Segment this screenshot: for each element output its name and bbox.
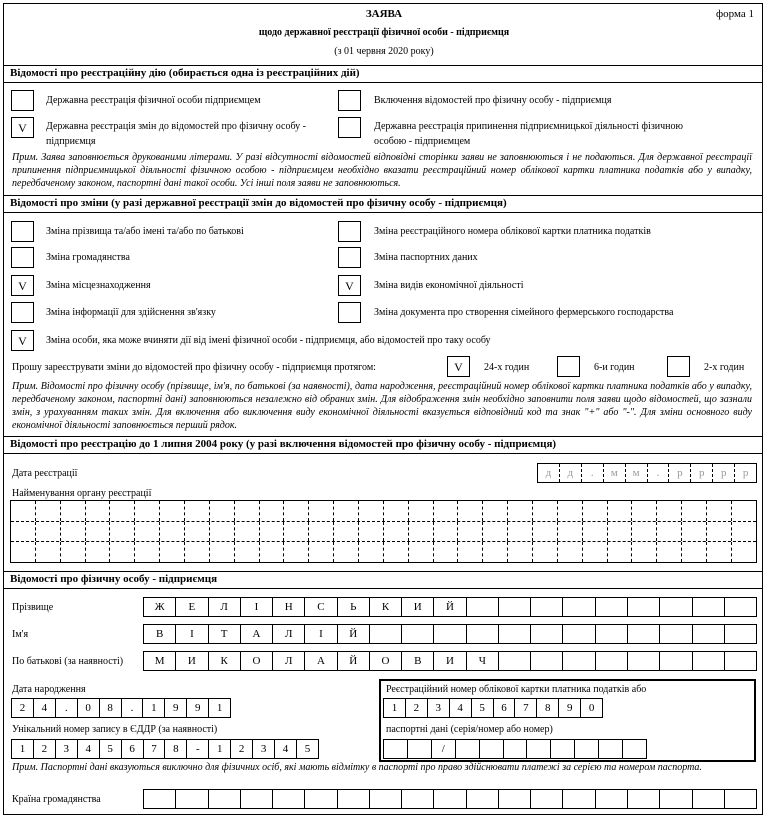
reg-action-checkbox-3[interactable]: V xyxy=(11,117,34,138)
changes-heading: Відомості про зміни (у разі державної реєстрації змін до відомостей про фізичну особу - підприємця) xyxy=(10,197,507,209)
tax-label: Реєстраційний номер облікової картки платника податків або xyxy=(386,684,647,695)
period-checkbox-24h[interactable]: V xyxy=(447,356,470,377)
patronymic-input[interactable]: М И К О Л А Й О В И Ч xyxy=(143,651,757,671)
reg-action-label-4b: особою - підприємцем xyxy=(374,136,471,147)
change-label-8: Зміна документа про створення сімейного фермерського господарства xyxy=(374,307,674,318)
passport-note: Прим. Паспортні дані вказуються виключно для фізичних осіб, які мають відмітку в паспорті про право здійснювати платежі за серією та номером паспорта. xyxy=(12,762,702,773)
reg-action-label-3b: підприємця xyxy=(46,136,96,147)
change-label-6: Зміна видів економічної діяльності xyxy=(374,280,524,291)
changes-note: Прим. Відомості про фізичну особу (прізвище, ім'я, по батькові (за наявності), дата народження, реєстраційний номер облікової картки платника податків або у випадку, передбаченому законом, паспортні дані) заповнюються незалежно від обраних змін. Для відображення змін необхідно заповнити поля заяви щодо відомостей, що зазнали змін, з урахуванням таких змін. Для включення або виключення виду економічної діяльності вказується відповідний код та знак "+" або "-". Для зміни основного виду економічної діяльності заповнюється перший рядок. xyxy=(12,381,752,431)
passport-label: паспортні дані (серія/номер або номер) xyxy=(386,724,553,735)
reg-action-note: Прим. Заява заповнюється друкованими літерами. У разі відсутності відомостей відповідні сторінки заяви не заповнюються і не подаються. Для державної реєстрації припинення підприємницької діяльності фізичною особою - підприємцем необхідно вказати реєстраційний номер облікової картки платника податків або у випадку, передбаченому законом, паспортні дані такої особи. Усі інші поля заяви не заповнюються. xyxy=(12,152,752,189)
period-label-6h: 6-и годин xyxy=(594,362,635,373)
name-input[interactable]: В І Т А Л І Й xyxy=(143,624,757,644)
unzr-label: Унікальний номер запису в ЄДДР (за наявності) xyxy=(12,724,218,735)
reg-date-input[interactable]: д д . м м . р р р р xyxy=(537,463,757,483)
change-label-3: Зміна громадянства xyxy=(46,252,130,263)
change-checkbox-6[interactable]: V xyxy=(338,275,361,296)
surname-label: Прізвище xyxy=(12,602,54,613)
passport-input[interactable]: / xyxy=(383,739,647,759)
country-label: Країна громадянства xyxy=(12,794,101,805)
reg-action-label-3a: Державна реєстрація змін до відомостей про фізичну особу - xyxy=(46,121,307,132)
change-label-9: Зміна особи, яка може вчиняти дії від імені фізичної особи - підприємця, або відомостей про таку особу xyxy=(46,335,491,346)
change-checkbox-8[interactable] xyxy=(338,302,361,323)
change-label-7: Зміна інформації для здійснення зв'язку xyxy=(46,307,216,318)
patronymic-label: По батькові (за наявності) xyxy=(12,656,124,667)
form-number: форма 1 xyxy=(716,8,754,20)
unzr-input[interactable]: 1 2 3 4 5 6 7 8 - 1 2 3 4 5 xyxy=(11,739,319,759)
tax-input[interactable]: 1 2 3 4 5 6 7 8 9 0 xyxy=(383,698,603,718)
reg-action-checkbox-4[interactable] xyxy=(338,117,361,138)
change-checkbox-7[interactable] xyxy=(11,302,34,323)
period-label-24h: 24-х годин xyxy=(484,362,530,373)
change-label-1: Зміна прізвища та/або імені та/або по батькові xyxy=(46,226,244,237)
change-checkbox-9[interactable]: V xyxy=(11,330,34,351)
surname-input[interactable]: Ж Е Л І Н С Ь К И Й xyxy=(143,597,757,617)
period-label-2h: 2-х годин xyxy=(704,362,745,373)
change-checkbox-5[interactable]: V xyxy=(11,275,34,296)
reg-action-checkbox-1[interactable] xyxy=(11,90,34,111)
reg-action-checkbox-2[interactable] xyxy=(338,90,361,111)
period-checkbox-2h[interactable] xyxy=(667,356,690,377)
form-subtitle: щодо державної реєстрації фізичної особи - підприємця xyxy=(258,27,510,38)
change-label-5: Зміна місцезнаходження xyxy=(46,280,151,291)
change-checkbox-2[interactable] xyxy=(338,221,361,242)
form-title: ЗАЯВА xyxy=(365,8,403,20)
reg-action-heading: Відомості про реєстраційну дію (обирається одна із реєстраційних дій) xyxy=(10,67,360,79)
reg-action-label-2: Включення відомостей про фізичну особу - підприємця xyxy=(374,95,612,106)
change-checkbox-3[interactable] xyxy=(11,247,34,268)
birth-input[interactable]: 2 4 . 0 8 . 1 9 9 1 xyxy=(11,698,231,718)
reg-action-label-4a: Державна реєстрація припинення підприємницької діяльності фізичною xyxy=(374,121,683,132)
reg-date-label: Дата реєстрації xyxy=(12,468,78,479)
period-checkbox-6h[interactable] xyxy=(557,356,580,377)
period-label: Прошу зареєструвати зміни до відомостей про фізичну особу - підприємця протягом: xyxy=(12,362,376,373)
reg-action-label-1: Державна реєстрація фізичної особи підприємцем xyxy=(46,95,261,106)
change-label-2: Зміна реєстраційного номера облікової картки платника податків xyxy=(374,226,651,237)
name-label: Ім'я xyxy=(12,629,29,640)
organ-input[interactable] xyxy=(10,500,757,563)
person-heading: Відомості про фізичну особу - підприємця xyxy=(10,573,218,585)
change-checkbox-4[interactable] xyxy=(338,247,361,268)
change-checkbox-1[interactable] xyxy=(11,221,34,242)
country-input[interactable] xyxy=(143,789,757,809)
pre2004-heading: Відомості про реєстрацію до 1 липня 2004 року (у разі включення відомостей про фізичну особу - підприємця) xyxy=(10,438,557,450)
change-label-4: Зміна паспортних даних xyxy=(374,252,478,263)
birth-label: Дата народження xyxy=(12,684,86,695)
form-date-note: (з 01 червня 2020 року) xyxy=(334,46,434,57)
organ-label: Найменування органу реєстрації xyxy=(12,488,152,499)
